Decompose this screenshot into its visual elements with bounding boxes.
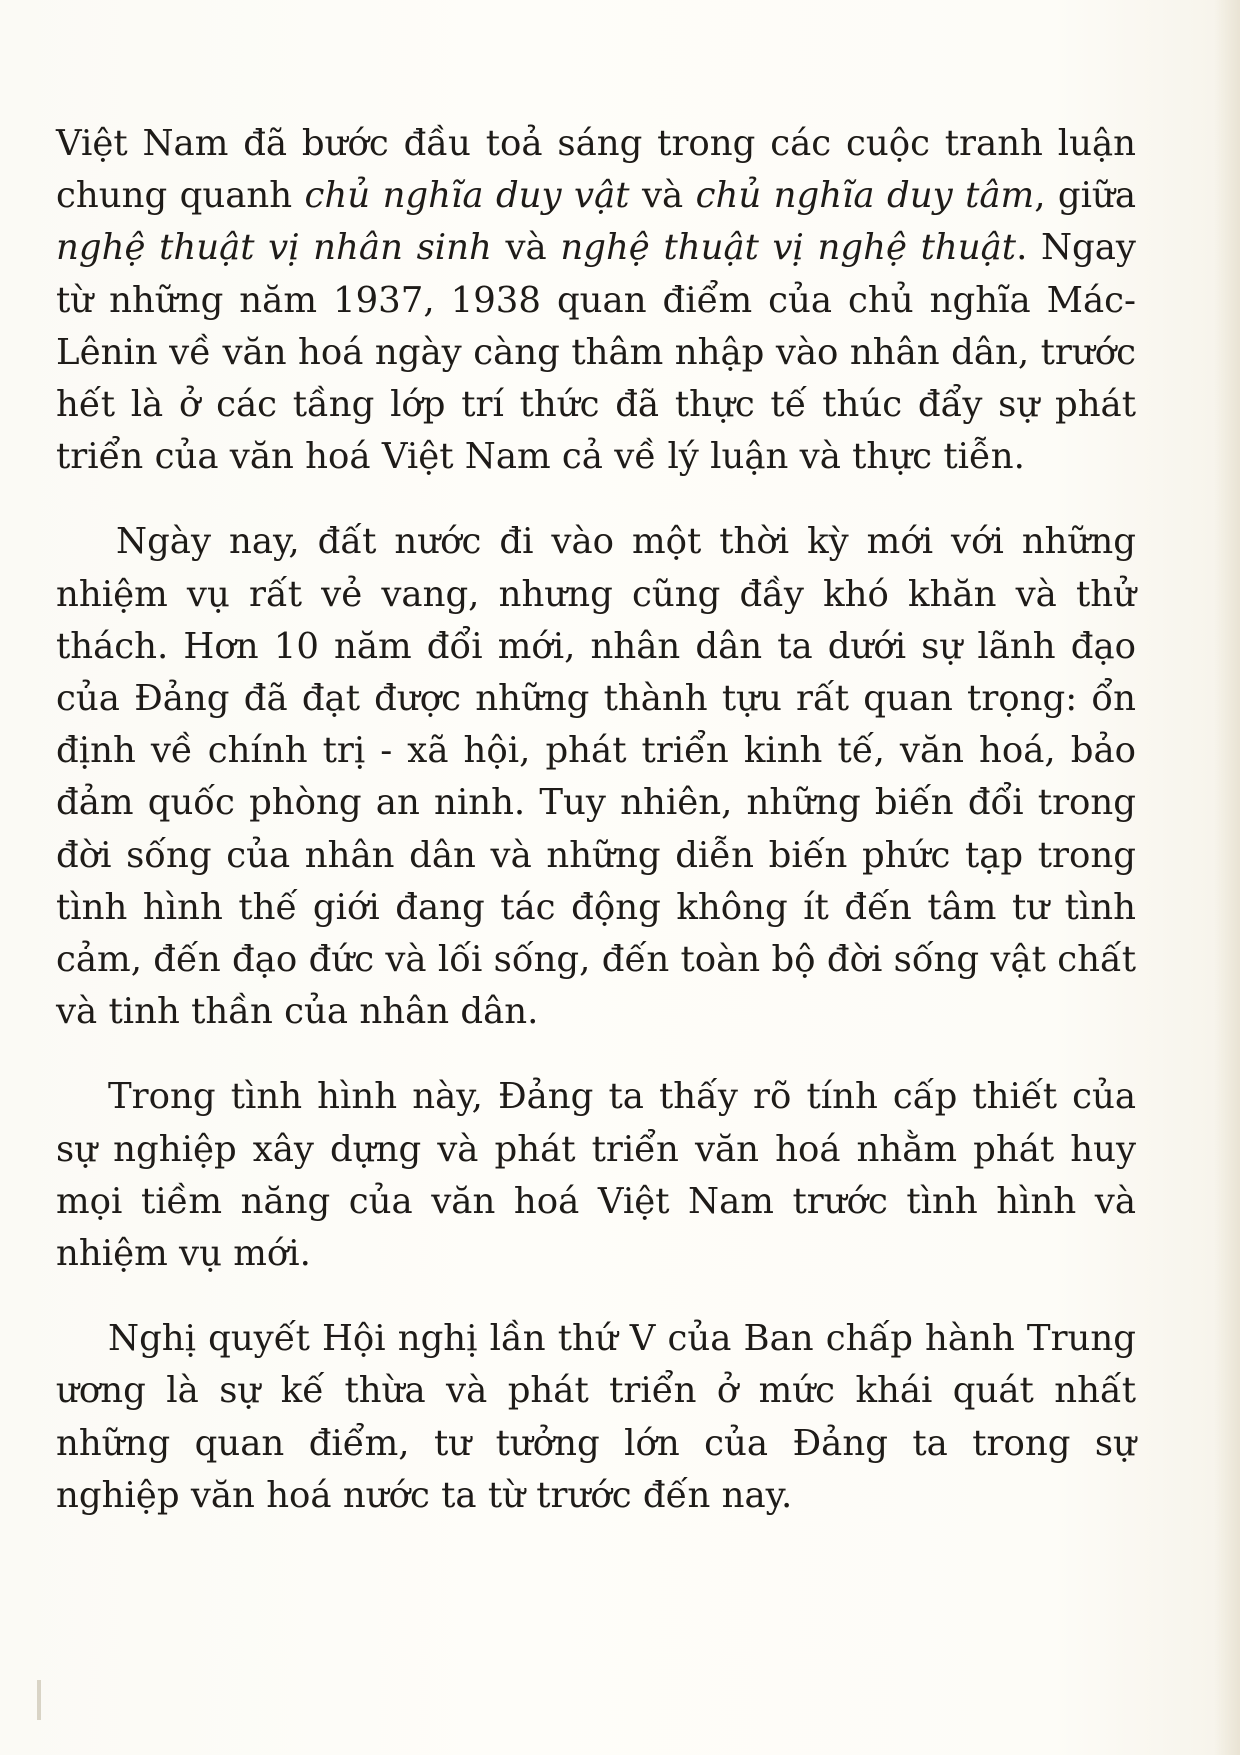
paragraph-gap xyxy=(56,483,1136,516)
binding-mark xyxy=(37,1680,41,1720)
paragraph-gap xyxy=(56,1280,1136,1313)
italic-term-art-for-art: nghệ thuật vị nghệ thuật xyxy=(560,227,1017,269)
paragraph-1-text: và xyxy=(629,175,696,217)
body-text xyxy=(56,118,1136,1522)
paragraph-1 xyxy=(56,118,1136,483)
paragraph-1-text: và xyxy=(491,227,561,269)
paragraph-1-text: Việt Nam đã bước đầu toả sáng trong các cuộc tranh luận chung quanh xyxy=(56,123,1136,217)
paragraph-4 xyxy=(56,1313,1136,1522)
paragraph-4-text: Nghị quyết Hội nghị lần thứ V của Ban chấp hành Trung ương là sự kế thừa và phát triển ở mức khái quát nhất những quan điểm, tư tưởng lớn của Đảng ta trong sự nghiệp văn hoá nước ta từ trước đến nay. xyxy=(56,1318,1136,1516)
page-edge-shadow xyxy=(1214,0,1240,1755)
italic-term-idealism: chủ nghĩa duy tâm xyxy=(695,175,1035,217)
italic-term-art-for-life: nghệ thuật vị nhân sinh xyxy=(56,227,492,269)
paragraph-3 xyxy=(56,1071,1136,1280)
paragraph-2-text: Ngày nay, đất nước đi vào một thời kỳ mới với những nhiệm vụ rất vẻ vang, nhưng cũng đầy khó khăn và thử thách. Hơn 10 năm đổi mới, nhân dân ta dưới sự lãnh đạo của Đảng đã đạt được những thành tựu rất quan trọng: ổn định về chính trị - xã hội, phát triển kinh tế, văn hoá, bảo đảm quốc phòng an ninh. Tuy nhiên, những biến đổi trong đời sống của nhân dân và những diễn biến phức tạp trong tình hình thế giới đang tác động không ít đến tâm tư tình cảm, đến đạo đức và lối sống, đến toàn bộ đời sống vật chất và tinh thần của nhân dân. xyxy=(56,521,1136,1033)
paragraph-1-text: . Ngay từ những năm 1937, 1938 quan điểm của chủ nghĩa Mác-Lênin về văn hoá ngày càng thâm nhập vào nhân dân, trước hết là ở các tầng lớp trí thức đã thực tế thúc đẩy sự phát triển của văn hoá Việt Nam cả về lý luận và thực tiễn. xyxy=(56,227,1136,478)
paragraph-gap xyxy=(56,1038,1136,1071)
paragraph-2 xyxy=(56,516,1136,1038)
paragraph-3-text: Trong tình hình này, Đảng ta thấy rõ tính cấp thiết của sự nghiệp xây dựng và phát triển văn hoá nhằm phát huy mọi tiềm năng của văn hoá Việt Nam trước tình hình và nhiệm vụ mới. xyxy=(56,1076,1136,1275)
paragraph-1-text: , giữa xyxy=(1034,175,1137,217)
italic-term-materialism: chủ nghĩa duy vật xyxy=(304,175,630,217)
